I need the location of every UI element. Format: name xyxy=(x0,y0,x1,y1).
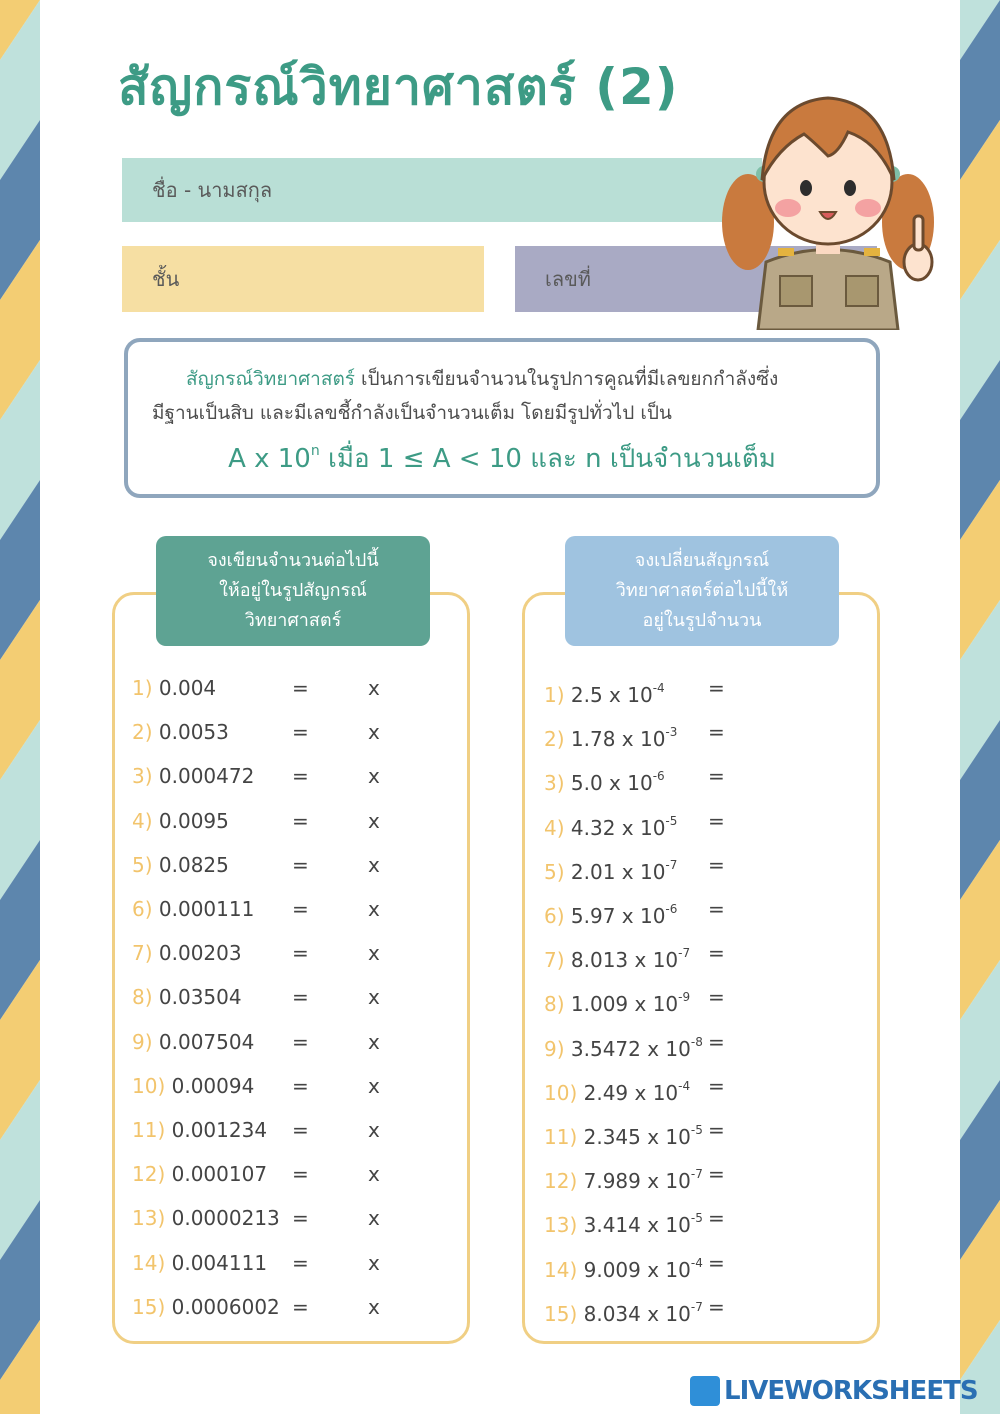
right-question-1 xyxy=(544,674,665,707)
definition-box xyxy=(124,338,880,498)
student-number-label: เลขที่ xyxy=(545,267,591,291)
mantissa: 9.009 x 10 xyxy=(583,1258,691,1282)
left-stripe-border xyxy=(0,0,40,1414)
question-number: 3) xyxy=(544,771,565,795)
right-question-14 xyxy=(544,1249,703,1282)
decimal-value: 0.0000213 xyxy=(171,1206,280,1230)
left-heading-line-3: วิทยาศาสตร์ xyxy=(244,610,342,631)
formula-exponent: n xyxy=(310,443,320,459)
question-number: 15) xyxy=(132,1295,166,1319)
student-character-illustration xyxy=(718,62,948,330)
left-question-4 xyxy=(132,807,229,835)
mantissa: 8.013 x 10 xyxy=(570,948,679,972)
mantissa: 1.78 x 10 xyxy=(570,727,666,751)
decimal-value: 0.000472 xyxy=(158,764,255,788)
answer-blank-times[interactable]: x xyxy=(368,897,380,921)
decimal-value: 0.007504 xyxy=(158,1030,255,1054)
decimal-value: 0.03504 xyxy=(158,985,242,1009)
answer-blank-times[interactable]: x xyxy=(368,1295,380,1319)
left-question-1 xyxy=(132,674,216,702)
equals-sign: = xyxy=(292,897,309,921)
equals-sign: = xyxy=(292,1206,309,1230)
definition-line-1-text: เป็นการเขียนจำนวนในรูปการคูณที่มีเลขยกกำลังซึ่ง xyxy=(355,368,779,390)
left-question-7 xyxy=(132,939,242,967)
right-question-3 xyxy=(544,762,665,795)
answer-blank-times[interactable]: x xyxy=(368,1206,380,1230)
exponent: -7 xyxy=(665,858,678,872)
question-number: 1) xyxy=(544,683,565,707)
exponent: -5 xyxy=(690,1211,703,1225)
question-number: 9) xyxy=(544,1037,565,1061)
decimal-value: 0.0095 xyxy=(158,809,229,833)
left-panel-heading xyxy=(156,536,430,646)
question-number: 6) xyxy=(132,897,153,921)
question-number: 10) xyxy=(544,1081,578,1105)
mantissa: 2.01 x 10 xyxy=(570,860,666,884)
equals-sign: = xyxy=(292,720,309,744)
question-number: 14) xyxy=(544,1258,578,1282)
question-number: 13) xyxy=(132,1206,166,1230)
equals-answer-blank[interactable]: = xyxy=(708,1295,725,1319)
question-number: 13) xyxy=(544,1213,578,1237)
equals-answer-blank[interactable]: = xyxy=(708,941,725,965)
answer-blank-times[interactable]: x xyxy=(368,1162,380,1186)
mantissa: 2.5 x 10 xyxy=(570,683,653,707)
right-heading-line-2: วิทยาศาสตร์ต่อไปนี้ให้ xyxy=(615,580,789,601)
class-label: ชั้น xyxy=(152,267,180,291)
left-question-2 xyxy=(132,718,229,746)
equals-sign: = xyxy=(292,941,309,965)
equals-sign: = xyxy=(292,1118,309,1142)
question-number: 7) xyxy=(544,948,565,972)
left-question-11 xyxy=(132,1116,267,1144)
exponent: -4 xyxy=(678,1079,691,1093)
answer-blank-times[interactable]: x xyxy=(368,676,380,700)
decimal-value: 0.004111 xyxy=(171,1251,268,1275)
left-question-14 xyxy=(132,1249,267,1277)
exponent: -9 xyxy=(678,990,691,1004)
equals-answer-blank[interactable]: = xyxy=(708,1162,725,1186)
name-label: ชื่อ - นามสกุล xyxy=(152,178,273,202)
right-question-10 xyxy=(544,1072,691,1105)
exponent: -7 xyxy=(690,1300,703,1314)
question-number: 2) xyxy=(132,720,153,744)
exponent: -3 xyxy=(665,725,678,739)
left-question-3 xyxy=(132,762,254,790)
left-question-8 xyxy=(132,983,242,1011)
answer-blank-times[interactable]: x xyxy=(368,853,380,877)
formula-condition: เมื่อ 1 ≤ A < 10 และ n เป็นจำนวนเต็ม xyxy=(319,444,776,474)
equals-answer-blank[interactable]: = xyxy=(708,676,725,700)
equals-answer-blank[interactable]: = xyxy=(708,720,725,744)
left-heading-line-2: ให้อยู่ในรูปสัญกรณ์ xyxy=(219,580,367,601)
equals-answer-blank[interactable]: = xyxy=(708,897,725,921)
right-stripe-border xyxy=(960,0,1000,1414)
name-field[interactable] xyxy=(122,158,762,222)
equals-sign: = xyxy=(292,1295,309,1319)
decimal-value: 0.000107 xyxy=(171,1162,268,1186)
question-number: 14) xyxy=(132,1251,166,1275)
answer-blank-times[interactable]: x xyxy=(368,1118,380,1142)
right-question-15 xyxy=(544,1293,703,1326)
definition-line-1 xyxy=(152,362,852,396)
equals-sign: = xyxy=(292,676,309,700)
right-question-13 xyxy=(544,1204,703,1237)
liveworksheets-logo xyxy=(690,1374,978,1408)
answer-blank-times[interactable]: x xyxy=(368,985,380,1009)
right-question-7 xyxy=(544,939,691,972)
exponent: -6 xyxy=(665,902,678,916)
mantissa: 1.009 x 10 xyxy=(570,992,679,1016)
equals-answer-blank[interactable]: = xyxy=(708,1251,725,1275)
exponent: -5 xyxy=(690,1123,703,1137)
question-number: 8) xyxy=(132,985,153,1009)
right-question-4 xyxy=(544,807,678,840)
right-question-11 xyxy=(544,1116,703,1149)
exponent: -4 xyxy=(652,681,665,695)
answer-blank-times[interactable]: x xyxy=(368,1251,380,1275)
decimal-value: 0.004 xyxy=(158,676,217,700)
left-heading-line-1: จงเขียนจำนวนต่อไปนี้ xyxy=(207,550,379,571)
mantissa: 3.414 x 10 xyxy=(583,1213,691,1237)
exponent: -7 xyxy=(690,1167,703,1181)
right-question-8 xyxy=(544,983,691,1016)
question-number: 4) xyxy=(544,816,565,840)
left-question-13 xyxy=(132,1204,280,1232)
question-number: 7) xyxy=(132,941,153,965)
answer-blank-times[interactable]: x xyxy=(368,1030,380,1054)
equals-sign: = xyxy=(292,1074,309,1098)
equals-answer-blank[interactable]: = xyxy=(708,764,725,788)
right-question-6 xyxy=(544,895,678,928)
left-question-5 xyxy=(132,851,229,879)
question-number: 12) xyxy=(132,1162,166,1186)
question-number: 12) xyxy=(544,1169,578,1193)
answer-blank-times[interactable]: x xyxy=(368,941,380,965)
formula-base: A x 10 xyxy=(228,444,311,474)
exponent: -8 xyxy=(690,1035,703,1049)
equals-answer-blank[interactable]: = xyxy=(708,1030,725,1054)
left-question-15 xyxy=(132,1293,280,1321)
mantissa: 8.034 x 10 xyxy=(583,1302,691,1326)
right-panel-heading xyxy=(565,536,839,646)
answer-blank-times[interactable]: x xyxy=(368,1074,380,1098)
mantissa: 4.32 x 10 xyxy=(570,816,666,840)
right-question-2 xyxy=(544,718,678,751)
question-number: 10) xyxy=(132,1074,166,1098)
right-heading-line-3: อยู่ในรูปจำนวน xyxy=(642,610,762,631)
equals-sign: = xyxy=(292,1251,309,1275)
left-question-6 xyxy=(132,895,254,923)
exponent: -4 xyxy=(690,1256,703,1270)
answer-blank-times[interactable]: x xyxy=(368,809,380,833)
exponent: -6 xyxy=(652,769,665,783)
equals-answer-blank[interactable]: = xyxy=(708,809,725,833)
answer-blank-times[interactable]: x xyxy=(368,764,380,788)
question-number: 8) xyxy=(544,992,565,1016)
equals-answer-blank[interactable]: = xyxy=(708,1074,725,1098)
definition-line-2: มีฐานเป็นสิบ และมีเลขชี้กำลังเป็นจำนวนเต็ม โดยมีรูปทั่วไป เป็น xyxy=(152,402,672,424)
equals-sign: = xyxy=(292,853,309,877)
equals-answer-blank[interactable]: = xyxy=(708,853,725,877)
question-number: 5) xyxy=(132,853,153,877)
equals-sign: = xyxy=(292,809,309,833)
definition-term: สัญกรณ์วิทยาศาสตร์ xyxy=(186,368,355,390)
general-formula xyxy=(152,438,852,479)
decimal-value: 0.0053 xyxy=(158,720,229,744)
class-field[interactable] xyxy=(122,246,484,312)
equals-answer-blank[interactable]: = xyxy=(708,1118,725,1142)
mantissa: 5.97 x 10 xyxy=(570,904,666,928)
equals-sign: = xyxy=(292,1162,309,1186)
equals-answer-blank[interactable]: = xyxy=(708,1206,725,1230)
left-question-9 xyxy=(132,1028,254,1056)
exponent: -7 xyxy=(678,946,691,960)
liveworksheets-icon xyxy=(690,1376,720,1406)
exponent: -5 xyxy=(665,814,678,828)
answer-blank-times[interactable]: x xyxy=(368,720,380,744)
decimal-value: 0.00203 xyxy=(158,941,242,965)
decimal-value: 0.0825 xyxy=(158,853,229,877)
mantissa: 7.989 x 10 xyxy=(583,1169,691,1193)
left-question-12 xyxy=(132,1160,267,1188)
mantissa: 3.5472 x 10 xyxy=(570,1037,691,1061)
equals-sign: = xyxy=(292,764,309,788)
page-title: สัญกรณ์วิทยาศาสตร์ (2) xyxy=(118,58,679,116)
mantissa: 2.345 x 10 xyxy=(583,1125,691,1149)
question-number: 2) xyxy=(544,727,565,751)
decimal-value: 0.000111 xyxy=(158,897,255,921)
right-heading-line-1: จงเปลี่ยนสัญกรณ์ xyxy=(634,550,770,571)
question-number: 1) xyxy=(132,676,153,700)
right-question-5 xyxy=(544,851,678,884)
question-number: 4) xyxy=(132,809,153,833)
question-number: 15) xyxy=(544,1302,578,1326)
decimal-value: 0.001234 xyxy=(171,1118,268,1142)
question-number: 6) xyxy=(544,904,565,928)
right-question-12 xyxy=(544,1160,703,1193)
question-number: 3) xyxy=(132,764,153,788)
question-number: 11) xyxy=(132,1118,166,1142)
mantissa: 2.49 x 10 xyxy=(583,1081,679,1105)
equals-answer-blank[interactable]: = xyxy=(708,985,725,1009)
right-question-9 xyxy=(544,1028,703,1061)
decimal-value: 0.00094 xyxy=(171,1074,255,1098)
equals-sign: = xyxy=(292,1030,309,1054)
question-number: 5) xyxy=(544,860,565,884)
liveworksheets-wordmark: LIVEWORKSHEETS xyxy=(724,1376,978,1406)
question-number: 9) xyxy=(132,1030,153,1054)
question-number: 11) xyxy=(544,1125,578,1149)
equals-sign: = xyxy=(292,985,309,1009)
mantissa: 5.0 x 10 xyxy=(570,771,653,795)
left-question-10 xyxy=(132,1072,254,1100)
decimal-value: 0.0006002 xyxy=(171,1295,280,1319)
